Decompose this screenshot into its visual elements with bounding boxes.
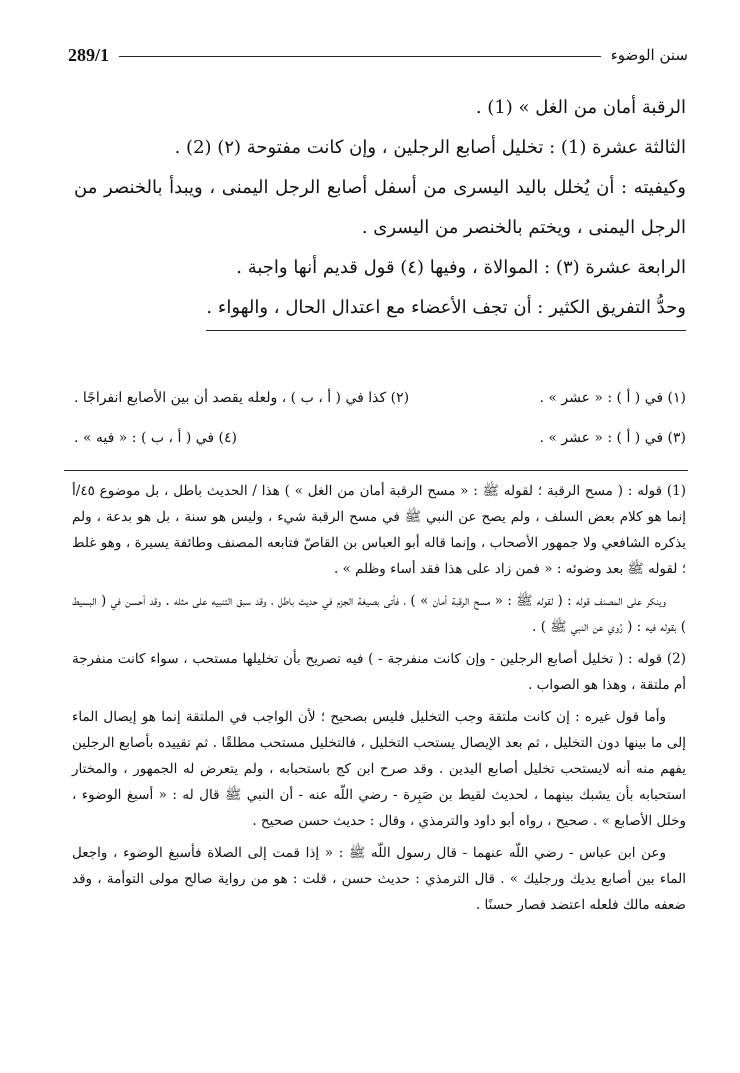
commentary [72,478,686,924]
running-header [68,42,688,68]
footnotes [74,378,686,458]
commentary-paragraph: (2) قوله : ( تخليل أصابع الرجلين - وإن كانت منفرجة - ) فيه تصريح بأن تخليلها مستحب ، سواء كانت منفرجة أم ملتقة ، وهذا هو الصواب . [72,651,686,693]
header-rule [119,56,601,57]
footnote: (٤) في ( أ ، ب ) : « فيه » . [74,430,238,446]
main-line [74,288,686,331]
main-line: الرقبة أمان من الغل » (1) . [475,97,686,118]
main-line: الرابعة عشرة (٣) : الموالاة ، وفيها (٤) قول قديم أنها واجبة . [236,257,686,278]
footnote: (٢) كذا في ( أ ، ب ) ، ولعله يقصد أن بين الأصابع انفراجًا . [74,390,410,406]
footnote: (١) في ( أ ) : « عشر » . [539,390,686,406]
commentary-paragraph: وعن ابن عباس - رضي اللّه عنهما - قال رسول اللّه ﷺ : « إذا قمت إلى الصلاة فأسبغ الوضوء ، واجعل الماء بين أصابع يديك ورجليك » . قال الترمذي : حديث حسن ، قلت : هو من رواية صالح مولى التوأمة ، وقد ضعفه مالك فلعله اعتضد فصار حسنًا . [72,845,686,913]
running-title: سنن الوضوء [610,46,688,64]
commentary-paragraph: (1) قوله : ( مسح الرقبة ؛ لقوله ﷺ : « مسح الرقبة أمان من الغل » ) هذا / الحديث باطل ، بل موضوع ٤٥/أ إنما هو كلام بعض السلف ، ولم يصح عن النبي ﷺ في مسح الرقبة شيء ، وليس هو سنة ، بل هو بدعة ، ولم يذكره الشافعي ولا جمهور الأصحاب ، وإنما قاله أبو العباس بن القاصّ فتابعه المصنف وطائفة يسيرة ، وهو غلط ؛ لقوله ﷺ بعد وضوئه : « فمن زاد على هذا فقد أساء وظلم » . [72,483,686,577]
commentary-divider [64,470,688,471]
main-text [74,88,686,331]
footnote: (٣) في ( أ ) : « عشر » . [539,430,686,446]
footnote-row [74,418,686,458]
footnote-row [74,378,686,418]
main-paragraph: الثالثة عشرة (1) : تخليل أصابع الرجلين ، وإن كانت مفتوحة (٢) (2) . [174,137,686,158]
main-paragraph: وكيفيته : أن يُخلل باليد اليسرى من أسفل أصابع الرجل اليمنى ، ويبدأ بالخنصر من الرجل اليمنى ، ويختم بالخنصر من اليسرى . [74,177,686,238]
commentary-paragraph: وينكر على المصنف قوله : ( لقوله ﷺ : « مسح الرقبة أمان » ) ، فأتى بصيغة الجزم في حديث باطل ، وقد سبق التنبيه على مثله . وقد أحسن في ( البسيط ) بقوله فيه : ( رُوي عن النبي ﷺ ) . [72,593,686,635]
main-line [74,128,686,168]
commentary-paragraph: وأما قول غيره : إن كانت ملتقة وجب التخليل فليس بصحيح ؛ لأن الواجب في الملتقة إنما هو إيصال الماء إلى ما بينها دون التخليل ، ثم بعد الإيصال يستحب التخليل ، فالتخليل مستحب مطلقًا . ثم تقييده بأصابع الرجلين يفهم منه أنه لايستحب تخليل أصابع اليدين . وقد صرح ابن كج باستحبابه ، ولم يتعرض له الجمهور ، والمختار استحبابه بأن يشبك بينهما ، لحديث لقيط بن صَبِرة - رضي اللّه عنه - أن النبي ﷺ قال له : « أسبغ الوضوء ، وخلل الأصابع » . صحيح ، رواه أبو داود والترمذي ، وقال : حديث حسن صحيح . [72,709,686,829]
page-number: 289/1 [68,44,110,65]
main-last-line: وحدُّ التفريق الكثير : أن تجف الأعضاء مع اعتدال الحال ، والهواء . [206,288,686,331]
